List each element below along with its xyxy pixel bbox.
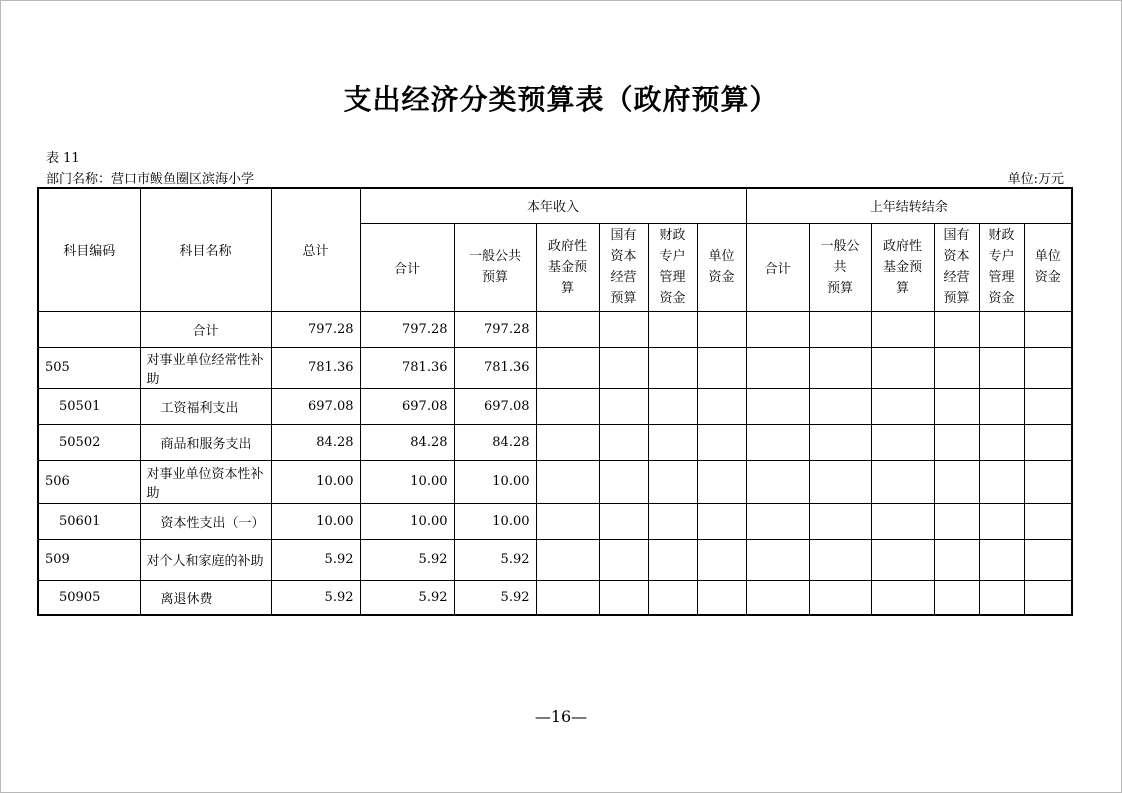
row-empty-cell (599, 539, 648, 580)
table-row (38, 539, 1072, 580)
row-cy-total: 697.08 (360, 388, 454, 424)
row-total: 781.36 (271, 347, 360, 388)
row-empty-cell (697, 503, 746, 539)
row-empty-cell (536, 539, 599, 580)
row-empty-cell (536, 580, 599, 615)
row-cy-total: 5.92 (360, 580, 454, 615)
row-total: 5.92 (271, 539, 360, 580)
row-empty-cell (934, 424, 979, 460)
row-empty-cell (1024, 347, 1072, 388)
row-total: 84.28 (271, 424, 360, 460)
row-empty-cell (809, 460, 871, 503)
row-empty-cell (871, 503, 934, 539)
header-cy-unit-funds: 单位 资金 (697, 223, 746, 311)
row-empty-cell (697, 424, 746, 460)
row-empty-cell (934, 311, 979, 347)
row-empty-cell (979, 580, 1024, 615)
row-cy-general: 797.28 (454, 311, 536, 347)
row-empty-cell (979, 311, 1024, 347)
table-row (38, 580, 1072, 615)
row-empty-cell (536, 503, 599, 539)
header-cy-fund: 政府性 基金预 算 (536, 223, 599, 311)
row-empty-cell (697, 347, 746, 388)
row-empty-cell (809, 424, 871, 460)
row-empty-cell (934, 503, 979, 539)
row-empty-cell (746, 347, 809, 388)
header-co-general: 一般公 共 预算 (809, 223, 871, 311)
row-cy-general: 10.00 (454, 503, 536, 539)
row-empty-cell (979, 503, 1024, 539)
row-empty-cell (746, 460, 809, 503)
row-empty-cell (697, 311, 746, 347)
row-empty-cell (979, 539, 1024, 580)
row-code: 50601 (38, 503, 140, 539)
row-empty-cell (746, 424, 809, 460)
header-name: 科目名称 (140, 188, 271, 311)
row-cy-total: 5.92 (360, 539, 454, 580)
row-empty-cell (871, 580, 934, 615)
row-cy-total: 781.36 (360, 347, 454, 388)
row-empty-cell (871, 388, 934, 424)
row-empty-cell (746, 539, 809, 580)
budget-table (37, 187, 1073, 616)
row-empty-cell (934, 580, 979, 615)
row-empty-cell (979, 424, 1024, 460)
row-name: 商品和服务支出 (140, 424, 271, 460)
table-row (38, 311, 1072, 347)
row-name: 工资福利支出 (140, 388, 271, 424)
row-empty-cell (979, 460, 1024, 503)
row-empty-cell (1024, 311, 1072, 347)
row-name: 对事业单位经常性补助 (140, 347, 271, 388)
row-empty-cell (934, 539, 979, 580)
row-cy-general: 697.08 (454, 388, 536, 424)
header-cy-general: 一般公共 预算 (454, 223, 536, 311)
table-row (38, 388, 1072, 424)
row-empty-cell (536, 347, 599, 388)
row-empty-cell (979, 347, 1024, 388)
row-empty-cell (599, 580, 648, 615)
row-empty-cell (871, 460, 934, 503)
row-code: 505 (38, 347, 140, 388)
row-cy-general: 5.92 (454, 539, 536, 580)
row-empty-cell (648, 347, 697, 388)
row-empty-cell (809, 580, 871, 615)
row-cy-total: 84.28 (360, 424, 454, 460)
row-empty-cell (599, 424, 648, 460)
row-empty-cell (746, 580, 809, 615)
header-cy-total: 合计 (360, 223, 454, 311)
row-empty-cell (536, 424, 599, 460)
row-empty-cell (871, 424, 934, 460)
row-empty-cell (648, 503, 697, 539)
row-cy-total: 10.00 (360, 503, 454, 539)
row-empty-cell (536, 311, 599, 347)
header-co-special-account: 财政 专户 管理 资金 (979, 223, 1024, 311)
row-code: 50905 (38, 580, 140, 615)
row-empty-cell (1024, 388, 1072, 424)
header-code: 科目编码 (38, 188, 140, 311)
row-empty-cell (697, 388, 746, 424)
row-cy-general: 5.92 (454, 580, 536, 615)
row-empty-cell (934, 460, 979, 503)
row-total: 10.00 (271, 460, 360, 503)
row-empty-cell (746, 388, 809, 424)
row-code: 50502 (38, 424, 140, 460)
row-empty-cell (648, 580, 697, 615)
unit-label: 单位:万元 (1007, 172, 1064, 187)
row-empty-cell (934, 347, 979, 388)
row-cy-general: 781.36 (454, 347, 536, 388)
row-empty-cell (871, 539, 934, 580)
row-empty-cell (746, 311, 809, 347)
row-name: 资本性支出（一） (140, 503, 271, 539)
row-empty-cell (599, 503, 648, 539)
row-empty-cell (746, 503, 809, 539)
row-name: 离退休费 (140, 580, 271, 615)
row-empty-cell (1024, 539, 1072, 580)
department-name: 部门名称：营口市鲅鱼圈区滨海小学 (46, 172, 255, 187)
row-name: 合计 (140, 311, 271, 347)
header-co-state-capital: 国有 资本 经营 预算 (934, 223, 979, 311)
header-total: 总计 (271, 188, 360, 311)
row-empty-cell (1024, 424, 1072, 460)
row-empty-cell (1024, 503, 1072, 539)
table-row (38, 347, 1072, 388)
header-co-unit-funds: 单位 资金 (1024, 223, 1072, 311)
row-empty-cell (599, 347, 648, 388)
row-empty-cell (1024, 460, 1072, 503)
row-empty-cell (809, 311, 871, 347)
header-cy-special-account: 财政 专户 管理 资金 (648, 223, 697, 311)
row-empty-cell (648, 311, 697, 347)
row-empty-cell (934, 388, 979, 424)
row-empty-cell (697, 580, 746, 615)
row-empty-cell (1024, 580, 1072, 615)
row-code (38, 311, 140, 347)
table-row (38, 503, 1072, 539)
header-co-total: 合计 (746, 223, 809, 311)
row-cy-total: 797.28 (360, 311, 454, 347)
table-row (38, 460, 1072, 503)
row-empty-cell (809, 503, 871, 539)
row-empty-cell (648, 539, 697, 580)
page-title: 支出经济分类预算表（政府预算） (343, 83, 779, 116)
header-carryover: 上年结转结余 (746, 188, 1072, 223)
row-total: 697.08 (271, 388, 360, 424)
row-empty-cell (809, 347, 871, 388)
row-empty-cell (809, 388, 871, 424)
row-total: 797.28 (271, 311, 360, 347)
row-total: 10.00 (271, 503, 360, 539)
row-empty-cell (871, 347, 934, 388)
page-number: —16— (534, 707, 588, 726)
header-co-fund: 政府性 基金预 算 (871, 223, 934, 311)
row-empty-cell (599, 460, 648, 503)
row-empty-cell (697, 539, 746, 580)
row-empty-cell (648, 460, 697, 503)
header-current-year: 本年收入 (360, 188, 746, 223)
row-empty-cell (648, 388, 697, 424)
row-cy-general: 10.00 (454, 460, 536, 503)
row-total: 5.92 (271, 580, 360, 615)
header-cy-state-capital: 国有 资本 经营 预算 (599, 223, 648, 311)
row-cy-total: 10.00 (360, 460, 454, 503)
row-code: 50501 (38, 388, 140, 424)
row-empty-cell (536, 388, 599, 424)
row-cy-general: 84.28 (454, 424, 536, 460)
row-empty-cell (979, 388, 1024, 424)
table-number: 表 11 (46, 151, 80, 166)
row-empty-cell (809, 539, 871, 580)
row-code: 509 (38, 539, 140, 580)
row-name: 对事业单位资本性补助 (140, 460, 271, 503)
row-name: 对个人和家庭的补助 (140, 539, 271, 580)
row-empty-cell (697, 460, 746, 503)
row-empty-cell (599, 311, 648, 347)
row-code: 506 (38, 460, 140, 503)
row-empty-cell (871, 311, 934, 347)
row-empty-cell (599, 388, 648, 424)
row-empty-cell (536, 460, 599, 503)
table-row (38, 424, 1072, 460)
row-empty-cell (648, 424, 697, 460)
